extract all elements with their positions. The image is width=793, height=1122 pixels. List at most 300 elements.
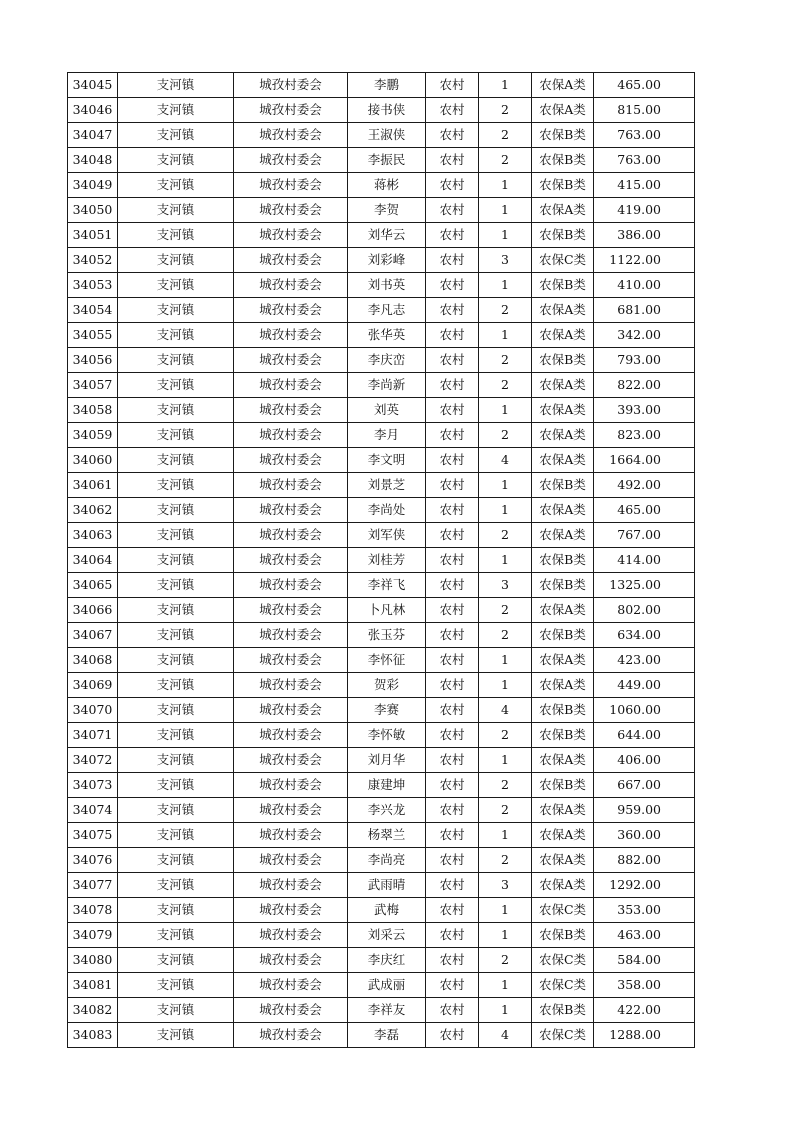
cell-category: 农保A类: [532, 523, 594, 548]
cell-town: 支河镇: [118, 598, 234, 623]
cell-town: 支河镇: [118, 723, 234, 748]
cell-village: 城孜村委会: [234, 498, 348, 523]
cell-member-count: 1: [479, 73, 532, 98]
table-row: [68, 473, 695, 498]
table-row: [68, 173, 695, 198]
cell-member-count: 1: [479, 223, 532, 248]
table-row: [68, 123, 695, 148]
cell-amount: 414.00: [594, 548, 695, 573]
cell-town: 支河镇: [118, 448, 234, 473]
cell-village: 城孜村委会: [234, 398, 348, 423]
cell-category: 农保B类: [532, 148, 594, 173]
cell-town: 支河镇: [118, 1023, 234, 1048]
records-table-body: [68, 73, 695, 1048]
table-row: [68, 873, 695, 898]
cell-name: 王淑侠: [348, 123, 426, 148]
cell-household-type: 农村: [426, 348, 479, 373]
cell-id: 34048: [68, 148, 118, 173]
cell-name: 刘彩峰: [348, 248, 426, 273]
table-row: [68, 448, 695, 473]
cell-name: 李振民: [348, 148, 426, 173]
cell-village: 城孜村委会: [234, 298, 348, 323]
cell-household-type: 农村: [426, 523, 479, 548]
cell-id: 34063: [68, 523, 118, 548]
cell-village: 城孜村委会: [234, 973, 348, 998]
table-row: [68, 848, 695, 873]
cell-name: 张华英: [348, 323, 426, 348]
cell-name: 李月: [348, 423, 426, 448]
cell-village: 城孜村委会: [234, 173, 348, 198]
cell-member-count: 2: [479, 148, 532, 173]
cell-amount: 342.00: [594, 323, 695, 348]
cell-village: 城孜村委会: [234, 898, 348, 923]
cell-town: 支河镇: [118, 123, 234, 148]
table-row: [68, 398, 695, 423]
cell-amount: 360.00: [594, 823, 695, 848]
cell-member-count: 1: [479, 973, 532, 998]
cell-household-type: 农村: [426, 323, 479, 348]
cell-household-type: 农村: [426, 298, 479, 323]
table-row: [68, 648, 695, 673]
cell-name: 李贺: [348, 198, 426, 223]
cell-amount: 1292.00: [594, 873, 695, 898]
cell-town: 支河镇: [118, 648, 234, 673]
cell-member-count: 2: [479, 598, 532, 623]
cell-category: 农保A类: [532, 98, 594, 123]
cell-household-type: 农村: [426, 973, 479, 998]
cell-amount: 386.00: [594, 223, 695, 248]
cell-id: 34073: [68, 773, 118, 798]
cell-village: 城孜村委会: [234, 73, 348, 98]
table-row: [68, 823, 695, 848]
cell-id: 34056: [68, 348, 118, 373]
cell-household-type: 农村: [426, 473, 479, 498]
cell-village: 城孜村委会: [234, 448, 348, 473]
cell-name: 刘书英: [348, 273, 426, 298]
cell-category: 农保A类: [532, 423, 594, 448]
cell-name: 李兴龙: [348, 798, 426, 823]
cell-household-type: 农村: [426, 748, 479, 773]
cell-id: 34080: [68, 948, 118, 973]
cell-category: 农保B类: [532, 573, 594, 598]
cell-amount: 406.00: [594, 748, 695, 773]
cell-household-type: 农村: [426, 798, 479, 823]
table-row: [68, 673, 695, 698]
cell-amount: 415.00: [594, 173, 695, 198]
cell-member-count: 1: [479, 323, 532, 348]
cell-member-count: 2: [479, 523, 532, 548]
cell-id: 34059: [68, 423, 118, 448]
cell-household-type: 农村: [426, 373, 479, 398]
cell-amount: 353.00: [594, 898, 695, 923]
cell-amount: 422.00: [594, 998, 695, 1023]
cell-category: 农保A类: [532, 498, 594, 523]
cell-id: 34060: [68, 448, 118, 473]
cell-amount: 419.00: [594, 198, 695, 223]
cell-town: 支河镇: [118, 573, 234, 598]
cell-category: 农保A类: [532, 448, 594, 473]
cell-id: 34074: [68, 798, 118, 823]
cell-amount: 763.00: [594, 148, 695, 173]
cell-member-count: 2: [479, 948, 532, 973]
cell-amount: 823.00: [594, 423, 695, 448]
cell-name: 刘桂芳: [348, 548, 426, 573]
cell-village: 城孜村委会: [234, 848, 348, 873]
cell-town: 支河镇: [118, 248, 234, 273]
cell-category: 农保B类: [532, 623, 594, 648]
cell-village: 城孜村委会: [234, 798, 348, 823]
cell-name: 李文明: [348, 448, 426, 473]
cell-member-count: 2: [479, 423, 532, 448]
cell-id: 34050: [68, 198, 118, 223]
cell-category: 农保C类: [532, 973, 594, 998]
cell-name: 刘采云: [348, 923, 426, 948]
cell-household-type: 农村: [426, 598, 479, 623]
cell-amount: 393.00: [594, 398, 695, 423]
cell-member-count: 2: [479, 123, 532, 148]
cell-amount: 1288.00: [594, 1023, 695, 1048]
table-row: [68, 523, 695, 548]
cell-town: 支河镇: [118, 973, 234, 998]
cell-category: 农保A类: [532, 848, 594, 873]
cell-member-count: 1: [479, 498, 532, 523]
cell-town: 支河镇: [118, 798, 234, 823]
cell-village: 城孜村委会: [234, 948, 348, 973]
cell-member-count: 2: [479, 798, 532, 823]
cell-household-type: 农村: [426, 398, 479, 423]
table-row: [68, 948, 695, 973]
cell-member-count: 4: [479, 1023, 532, 1048]
cell-town: 支河镇: [118, 873, 234, 898]
cell-amount: 358.00: [594, 973, 695, 998]
cell-household-type: 农村: [426, 98, 479, 123]
cell-id: 34046: [68, 98, 118, 123]
cell-village: 城孜村委会: [234, 123, 348, 148]
cell-category: 农保B类: [532, 698, 594, 723]
table-row: [68, 1023, 695, 1048]
cell-household-type: 农村: [426, 723, 479, 748]
cell-name: 李怀征: [348, 648, 426, 673]
cell-id: 34068: [68, 648, 118, 673]
cell-id: 34083: [68, 1023, 118, 1048]
cell-town: 支河镇: [118, 523, 234, 548]
cell-village: 城孜村委会: [234, 423, 348, 448]
cell-town: 支河镇: [118, 298, 234, 323]
cell-amount: 584.00: [594, 948, 695, 973]
table-row: [68, 698, 695, 723]
cell-category: 农保C类: [532, 898, 594, 923]
cell-member-count: 2: [479, 348, 532, 373]
cell-village: 城孜村委会: [234, 473, 348, 498]
cell-town: 支河镇: [118, 623, 234, 648]
cell-name: 李尚亮: [348, 848, 426, 873]
table-row: [68, 998, 695, 1023]
cell-id: 34045: [68, 73, 118, 98]
cell-member-count: 4: [479, 448, 532, 473]
cell-member-count: 1: [479, 748, 532, 773]
cell-amount: 763.00: [594, 123, 695, 148]
table-row: [68, 748, 695, 773]
table-row: [68, 348, 695, 373]
cell-member-count: 1: [479, 998, 532, 1023]
cell-amount: 634.00: [594, 623, 695, 648]
cell-category: 农保A类: [532, 298, 594, 323]
table-row: [68, 148, 695, 173]
table-row: [68, 923, 695, 948]
cell-category: 农保A类: [532, 398, 594, 423]
cell-household-type: 农村: [426, 123, 479, 148]
cell-household-type: 农村: [426, 698, 479, 723]
cell-name: 李庆峦: [348, 348, 426, 373]
cell-name: 刘英: [348, 398, 426, 423]
cell-village: 城孜村委会: [234, 698, 348, 723]
cell-category: 农保B类: [532, 123, 594, 148]
cell-category: 农保B类: [532, 273, 594, 298]
cell-name: 卜凡林: [348, 598, 426, 623]
cell-town: 支河镇: [118, 748, 234, 773]
table-row: [68, 798, 695, 823]
cell-category: 农保B类: [532, 223, 594, 248]
cell-id: 34075: [68, 823, 118, 848]
cell-household-type: 农村: [426, 148, 479, 173]
table-row: [68, 898, 695, 923]
cell-id: 34076: [68, 848, 118, 873]
cell-category: 农保B类: [532, 173, 594, 198]
cell-town: 支河镇: [118, 998, 234, 1023]
cell-amount: 1325.00: [594, 573, 695, 598]
cell-village: 城孜村委会: [234, 273, 348, 298]
cell-id: 34052: [68, 248, 118, 273]
cell-town: 支河镇: [118, 148, 234, 173]
cell-household-type: 农村: [426, 848, 479, 873]
cell-name: 杨翠兰: [348, 823, 426, 848]
cell-village: 城孜村委会: [234, 248, 348, 273]
cell-amount: 492.00: [594, 473, 695, 498]
cell-amount: 1060.00: [594, 698, 695, 723]
cell-name: 刘景芝: [348, 473, 426, 498]
cell-member-count: 2: [479, 373, 532, 398]
cell-village: 城孜村委会: [234, 748, 348, 773]
cell-id: 34082: [68, 998, 118, 1023]
cell-id: 34054: [68, 298, 118, 323]
table-row: [68, 723, 695, 748]
cell-town: 支河镇: [118, 198, 234, 223]
cell-name: 李鹏: [348, 73, 426, 98]
cell-amount: 423.00: [594, 648, 695, 673]
cell-village: 城孜村委会: [234, 198, 348, 223]
document-page: [67, 72, 694, 1048]
cell-id: 34047: [68, 123, 118, 148]
cell-household-type: 农村: [426, 423, 479, 448]
cell-town: 支河镇: [118, 323, 234, 348]
cell-town: 支河镇: [118, 948, 234, 973]
cell-village: 城孜村委会: [234, 223, 348, 248]
cell-member-count: 1: [479, 398, 532, 423]
cell-household-type: 农村: [426, 248, 479, 273]
cell-id: 34069: [68, 673, 118, 698]
cell-name: 刘华云: [348, 223, 426, 248]
cell-village: 城孜村委会: [234, 573, 348, 598]
cell-member-count: 3: [479, 873, 532, 898]
cell-member-count: 2: [479, 98, 532, 123]
cell-category: 农保C类: [532, 948, 594, 973]
cell-town: 支河镇: [118, 173, 234, 198]
cell-id: 34066: [68, 598, 118, 623]
cell-amount: 767.00: [594, 523, 695, 548]
cell-amount: 465.00: [594, 498, 695, 523]
cell-member-count: 2: [479, 723, 532, 748]
cell-household-type: 农村: [426, 198, 479, 223]
cell-name: 贺彩: [348, 673, 426, 698]
cell-id: 34078: [68, 898, 118, 923]
cell-category: 农保B类: [532, 348, 594, 373]
table-row: [68, 548, 695, 573]
cell-household-type: 农村: [426, 923, 479, 948]
cell-village: 城孜村委会: [234, 323, 348, 348]
cell-village: 城孜村委会: [234, 823, 348, 848]
cell-amount: 815.00: [594, 98, 695, 123]
cell-amount: 681.00: [594, 298, 695, 323]
cell-category: 农保A类: [532, 73, 594, 98]
cell-amount: 882.00: [594, 848, 695, 873]
cell-category: 农保A类: [532, 648, 594, 673]
cell-amount: 410.00: [594, 273, 695, 298]
cell-household-type: 农村: [426, 498, 479, 523]
cell-name: 李尚新: [348, 373, 426, 398]
cell-id: 34051: [68, 223, 118, 248]
cell-member-count: 2: [479, 298, 532, 323]
cell-town: 支河镇: [118, 923, 234, 948]
cell-category: 农保A类: [532, 598, 594, 623]
table-row: [68, 323, 695, 348]
cell-category: 农保B类: [532, 723, 594, 748]
cell-category: 农保A类: [532, 323, 594, 348]
cell-household-type: 农村: [426, 948, 479, 973]
cell-category: 农保A类: [532, 198, 594, 223]
cell-town: 支河镇: [118, 473, 234, 498]
cell-id: 34067: [68, 623, 118, 648]
cell-household-type: 农村: [426, 873, 479, 898]
cell-name: 刘军侠: [348, 523, 426, 548]
cell-name: 李磊: [348, 1023, 426, 1048]
cell-member-count: 1: [479, 648, 532, 673]
cell-amount: 667.00: [594, 773, 695, 798]
cell-name: 接书侠: [348, 98, 426, 123]
cell-category: 农保B类: [532, 998, 594, 1023]
cell-town: 支河镇: [118, 823, 234, 848]
cell-household-type: 农村: [426, 998, 479, 1023]
cell-household-type: 农村: [426, 173, 479, 198]
cell-town: 支河镇: [118, 498, 234, 523]
cell-amount: 449.00: [594, 673, 695, 698]
cell-amount: 802.00: [594, 598, 695, 623]
cell-member-count: 2: [479, 623, 532, 648]
records-table: [67, 72, 695, 1048]
cell-name: 李赛: [348, 698, 426, 723]
cell-town: 支河镇: [118, 273, 234, 298]
cell-category: 农保B类: [532, 548, 594, 573]
cell-town: 支河镇: [118, 423, 234, 448]
cell-household-type: 农村: [426, 823, 479, 848]
table-row: [68, 198, 695, 223]
cell-town: 支河镇: [118, 373, 234, 398]
cell-name: 武梅: [348, 898, 426, 923]
cell-category: 农保C类: [532, 248, 594, 273]
cell-amount: 793.00: [594, 348, 695, 373]
cell-id: 34061: [68, 473, 118, 498]
table-row: [68, 623, 695, 648]
cell-id: 34053: [68, 273, 118, 298]
cell-household-type: 农村: [426, 548, 479, 573]
cell-village: 城孜村委会: [234, 773, 348, 798]
cell-name: 蒋彬: [348, 173, 426, 198]
cell-household-type: 农村: [426, 648, 479, 673]
cell-id: 34057: [68, 373, 118, 398]
cell-village: 城孜村委会: [234, 873, 348, 898]
cell-category: 农保A类: [532, 798, 594, 823]
cell-id: 34071: [68, 723, 118, 748]
cell-id: 34055: [68, 323, 118, 348]
cell-village: 城孜村委会: [234, 1023, 348, 1048]
cell-household-type: 农村: [426, 223, 479, 248]
cell-name: 李怀敏: [348, 723, 426, 748]
cell-member-count: 3: [479, 248, 532, 273]
cell-amount: 463.00: [594, 923, 695, 948]
cell-town: 支河镇: [118, 223, 234, 248]
table-row: [68, 298, 695, 323]
cell-category: 农保A类: [532, 873, 594, 898]
cell-village: 城孜村委会: [234, 148, 348, 173]
cell-village: 城孜村委会: [234, 373, 348, 398]
cell-village: 城孜村委会: [234, 523, 348, 548]
cell-household-type: 农村: [426, 623, 479, 648]
cell-village: 城孜村委会: [234, 648, 348, 673]
cell-name: 武雨晴: [348, 873, 426, 898]
cell-name: 李祥友: [348, 998, 426, 1023]
cell-town: 支河镇: [118, 898, 234, 923]
cell-village: 城孜村委会: [234, 98, 348, 123]
table-row: [68, 973, 695, 998]
cell-member-count: 1: [479, 823, 532, 848]
cell-town: 支河镇: [118, 698, 234, 723]
table-row: [68, 223, 695, 248]
cell-id: 34072: [68, 748, 118, 773]
cell-town: 支河镇: [118, 398, 234, 423]
cell-amount: 959.00: [594, 798, 695, 823]
cell-household-type: 农村: [426, 1023, 479, 1048]
cell-amount: 1122.00: [594, 248, 695, 273]
cell-id: 34062: [68, 498, 118, 523]
cell-name: 李凡志: [348, 298, 426, 323]
cell-member-count: 1: [479, 548, 532, 573]
cell-town: 支河镇: [118, 773, 234, 798]
table-row: [68, 423, 695, 448]
table-row: [68, 573, 695, 598]
cell-name: 张玉芬: [348, 623, 426, 648]
cell-id: 34065: [68, 573, 118, 598]
cell-village: 城孜村委会: [234, 998, 348, 1023]
table-row: [68, 248, 695, 273]
cell-category: 农保A类: [532, 748, 594, 773]
cell-village: 城孜村委会: [234, 673, 348, 698]
cell-village: 城孜村委会: [234, 623, 348, 648]
cell-village: 城孜村委会: [234, 348, 348, 373]
cell-town: 支河镇: [118, 98, 234, 123]
cell-member-count: 1: [479, 673, 532, 698]
cell-id: 34077: [68, 873, 118, 898]
cell-village: 城孜村委会: [234, 723, 348, 748]
cell-amount: 644.00: [594, 723, 695, 748]
